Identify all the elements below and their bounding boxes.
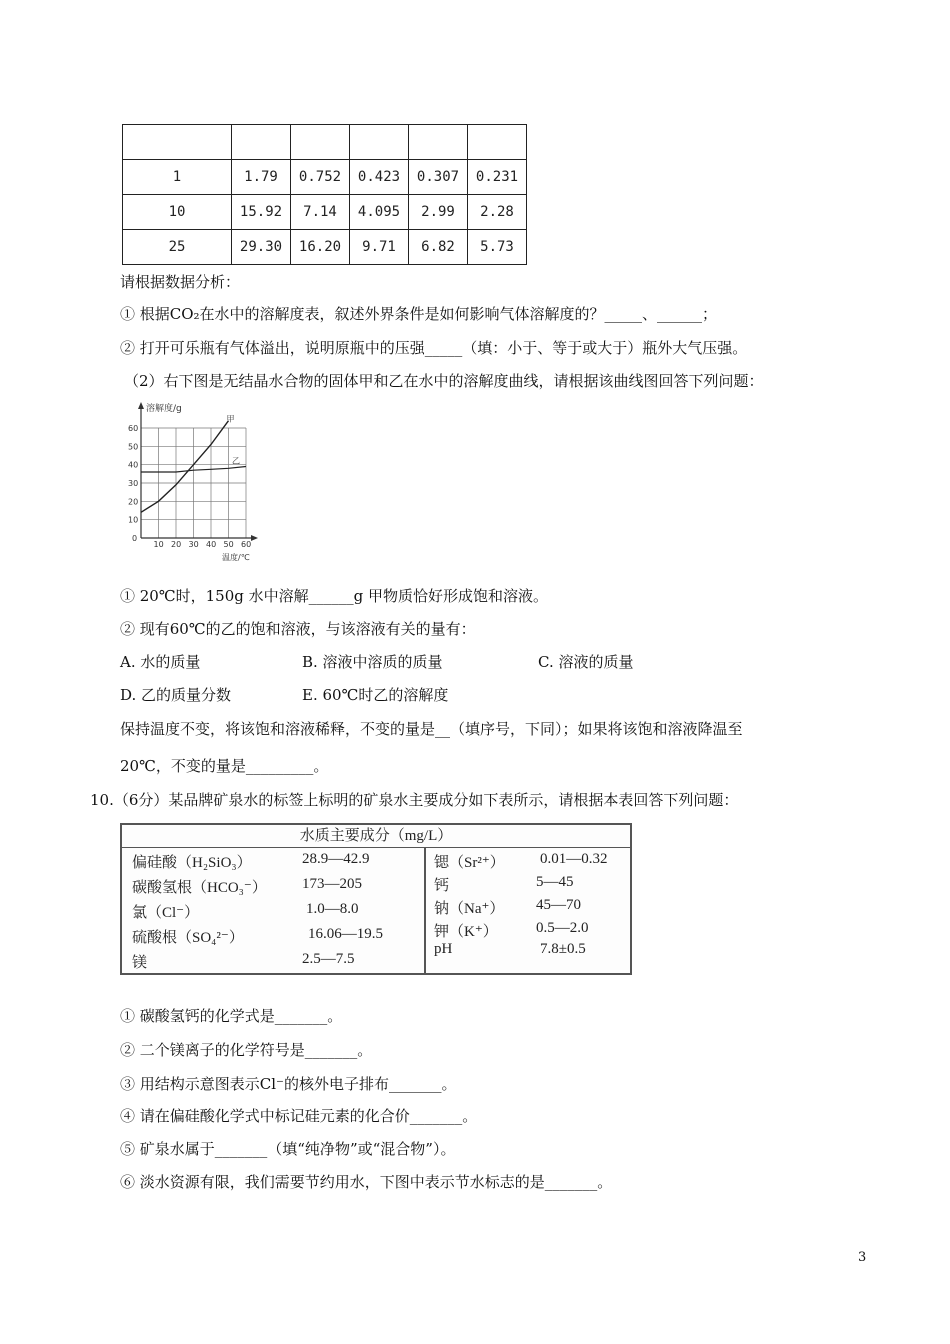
question-10-6: ⑥ 淡水资源有限，我们需要节约用水，下图中表示节水标志的是_______。 [120, 1173, 613, 1191]
table-cell [409, 125, 468, 160]
mineral-water-table [120, 823, 632, 975]
x-tick-label: 10 [153, 540, 164, 549]
question-2-3b: 20℃，不变的量是_________。 [120, 757, 329, 775]
table-cell: 0.752 [291, 160, 350, 195]
mineral-name: 氯（Cl⁻） [132, 905, 200, 921]
table-cell: 0.423 [350, 160, 409, 195]
table-cell: 6.82 [409, 230, 468, 265]
page-number: 3 [858, 1250, 867, 1265]
question-1-1: ① 根据CO₂在水中的溶解度表，叙述外界条件是如何影响气体溶解度的？_____、______； [120, 305, 718, 323]
option-b: B. 溶液中溶质的质量 [302, 653, 443, 671]
question-2-3a: 保持温度不变，将该饱和溶液稀释，不变的量是__（填序号，下同）；如果将该饱和溶液降温至 [120, 720, 743, 738]
mineral-name: 钠（Na⁺） [434, 901, 505, 917]
table-row [123, 160, 527, 195]
question-2-1: ① 20℃时，150g 水中溶解______g 甲物质恰好形成饱和溶液。 [120, 587, 549, 605]
y-tick-label: 60 [128, 424, 139, 433]
table-cell: 1.79 [232, 160, 291, 195]
question-2-intro: （2）右下图是无结晶水合物的固体甲和乙在水中的溶解度曲线，请根据该曲线图回答下列问题： [124, 372, 764, 390]
chart-grid [141, 428, 246, 538]
mineral-name: 镁 [132, 955, 148, 971]
table-cell: 2.99 [409, 195, 468, 230]
question-10-3: ③ 用结构示意图表示Cl⁻的核外电子排布_______。 [120, 1075, 457, 1093]
option-e: E. 60℃时乙的溶解度 [302, 686, 449, 704]
table-cell [350, 125, 409, 160]
mineral-name: 钙 [434, 878, 450, 894]
y-tick-label: 50 [128, 442, 139, 452]
option-c: C. 溶液的质量 [538, 653, 634, 671]
mineral-value: 1.0—8.0 [306, 901, 359, 917]
analysis-intro: 请根据数据分析： [120, 273, 241, 291]
mineral-value: 0.01—0.32 [540, 851, 608, 867]
series-label-jia: 甲 [226, 414, 235, 424]
y-tick-label: 30 [128, 479, 139, 488]
mineral-name: 硫酸根（SO₄²⁻） [132, 930, 244, 946]
question-10-2: ② 二个镁离子的化学符号是_______。 [120, 1041, 373, 1059]
mineral-value: 45—70 [536, 897, 581, 913]
mineral-name: 偏硅酸（H₂SiO₃） [132, 855, 252, 871]
table-cell: 16.20 [291, 230, 350, 265]
x-tick-label: 30 [188, 540, 199, 549]
table-cell: 25 [123, 230, 232, 265]
x-axis-arrow [251, 535, 258, 541]
y-tick-label: 0 [132, 534, 138, 543]
table-cell [291, 125, 350, 160]
table-cell: 10 [123, 195, 232, 230]
y-tick-label: 10 [128, 515, 139, 525]
table-cell [468, 125, 527, 160]
table-cell: 7.14 [291, 195, 350, 230]
question-10-intro: 10.（6分）某品牌矿泉水的标签上标明的矿泉水主要成分如下表所示，请根据本表回答下列问题： [90, 791, 739, 809]
x-axis-label: 温度/℃ [222, 553, 250, 562]
table-cell [123, 125, 232, 160]
question-10-1: ① 碳酸氢钙的化学式是_______。 [120, 1007, 343, 1025]
option-d: D. 乙的质量分数 [120, 686, 232, 704]
mineral-name: 锶（Sr²⁺） [434, 855, 505, 871]
table-cell: 4.095 [350, 195, 409, 230]
table-cell: 5.73 [468, 230, 527, 265]
table-row [123, 195, 527, 230]
mineral-value: 0.5—2.0 [536, 920, 589, 936]
mineral-table-divider [424, 848, 426, 973]
series-label-yi: 乙 [232, 456, 240, 466]
co2-solubility-table [122, 124, 527, 265]
mineral-value: 16.06—19.5 [308, 926, 383, 942]
table-cell: 9.71 [350, 230, 409, 265]
y-axis-label: 溶解度/g [146, 404, 182, 414]
mineral-name: 钾（K⁺） [434, 924, 498, 940]
mineral-name: 碳酸氢根（HCO₃⁻） [132, 880, 267, 896]
option-a: A. 水的质量 [120, 653, 201, 671]
mineral-value: 173—205 [302, 876, 362, 892]
y-tick-label: 20 [128, 497, 139, 507]
table-row [123, 230, 527, 265]
table-cell: 0.231 [468, 160, 527, 195]
x-tick-label: 60 [241, 540, 252, 549]
table-cell: 15.92 [232, 195, 291, 230]
table-cell: 29.30 [232, 230, 291, 265]
mineral-name: pH [434, 941, 453, 957]
y-tick-label: 40 [128, 460, 139, 470]
table-cell: 0.307 [409, 160, 468, 195]
question-10-5: ⑤ 矿泉水属于_______（填“纯净物”或“混合物”）。 [120, 1140, 456, 1158]
question-2-2: ② 现有60℃的乙的饱和溶液，与该溶液有关的量有： [120, 620, 476, 638]
mineral-value: 7.8±0.5 [540, 941, 586, 957]
solubility-chart [124, 400, 264, 565]
x-tick-label: 20 [171, 540, 182, 549]
series-line-jia [141, 421, 229, 513]
table-cell: 2.28 [468, 195, 527, 230]
mineral-value: 2.5—7.5 [302, 951, 355, 967]
table-cell [232, 125, 291, 160]
x-tick-label: 50 [223, 540, 234, 549]
x-tick-label: 40 [206, 540, 217, 549]
table-cell: 1 [123, 160, 232, 195]
y-axis-arrow [138, 402, 144, 409]
mineral-table-title: 水质主要成分（mg/L） [122, 825, 630, 848]
question-1-2: ② 打开可乐瓶有气体溢出，说明原瓶中的压强_____（填：小于、等于或大于）瓶外大气压强。 [120, 339, 748, 357]
question-10-4: ④ 请在偏硅酸化学式中标记硅元素的化合价_______。 [120, 1107, 478, 1125]
mineral-value: 5—45 [536, 874, 574, 890]
table-header-row [123, 125, 527, 160]
mineral-value: 28.9—42.9 [302, 851, 370, 867]
